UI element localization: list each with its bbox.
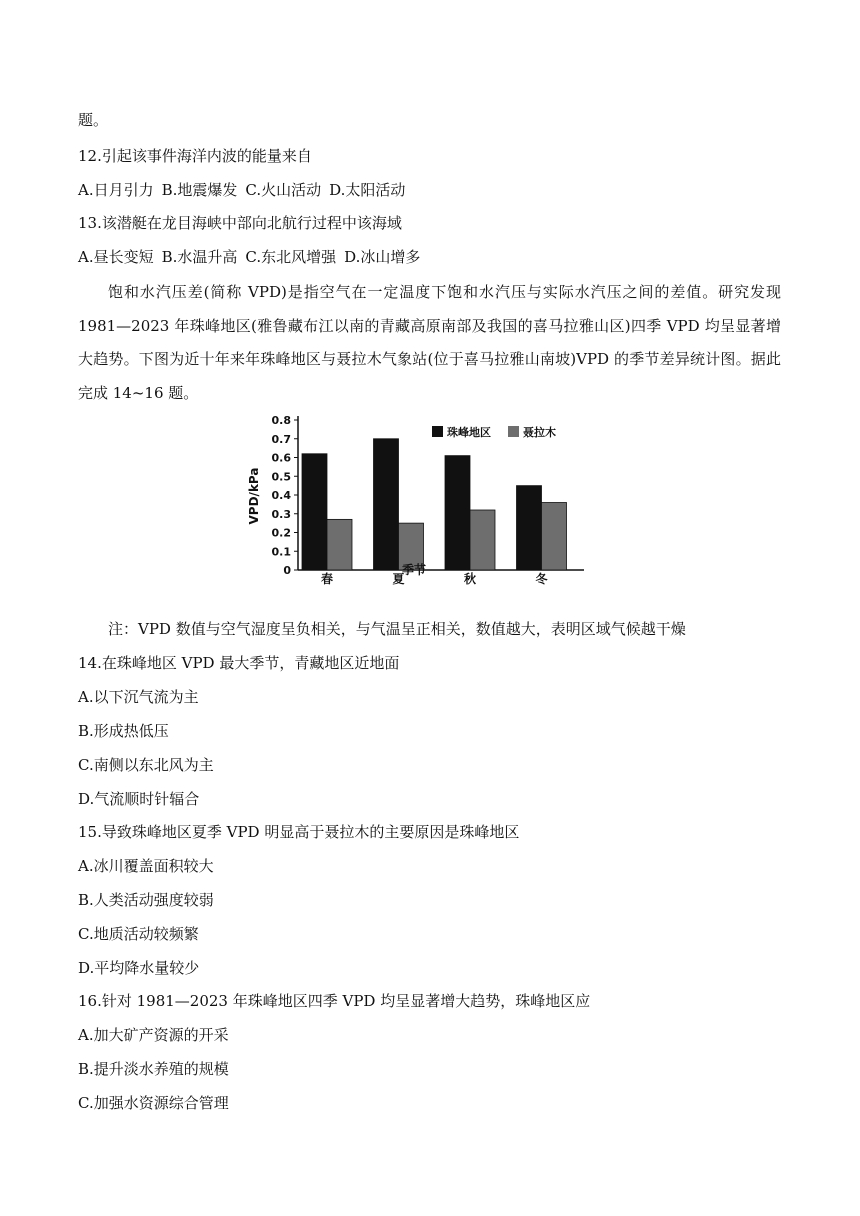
chart-legend <box>432 425 556 439</box>
question-15: 15.导致珠峰地区夏季 VPD 明显高于聂拉木的主要原因是珠峰地区 <box>78 823 520 841</box>
y-tick-labels <box>272 414 292 577</box>
bar-zhufeng <box>302 454 327 570</box>
option-d: D.太阳活动 <box>329 181 406 199</box>
y-tick-label: 0.6 <box>271 451 291 465</box>
question-12-options <box>78 180 413 200</box>
x-tick-labels <box>321 571 549 586</box>
y-tick-label: 0.2 <box>271 526 291 540</box>
question-15-option-c: C.地质活动较频繁 <box>78 925 199 943</box>
y-tick-label: 0.4 <box>271 489 291 502</box>
bar-nielamu <box>542 503 567 571</box>
legend-label: 聂拉木 <box>523 426 556 439</box>
question-16-option-c: C.加强水资源综合管理 <box>78 1094 229 1112</box>
y-axis-label: VPD/kPa <box>247 467 261 525</box>
question-14-option-a: A.以下沉气流为主 <box>78 688 199 706</box>
question-16: 16.针对 1981—2023 年珠峰地区四季 VPD 均呈显著增大趋势，珠峰地区应 <box>78 992 591 1010</box>
y-tick-label: 0 <box>283 564 291 577</box>
legend-swatch <box>508 426 519 437</box>
question-15-option-a: A.冰川覆盖面积较大 <box>78 857 214 875</box>
bar-nielamu <box>470 510 495 570</box>
legend-label: 珠峰地区 <box>447 426 491 439</box>
x-tick-label: 春 <box>320 572 334 586</box>
bar-zhufeng <box>517 486 542 570</box>
vpd-season-bar-chart <box>244 408 600 586</box>
question-13: 13.该潜艇在龙目海峡中部向北航行过程中该海域 <box>78 214 402 232</box>
passage-paragraph: 饱和水汽压差(简称 VPD)是指空气在一定温度下饱和水汽压与实际水汽压之间的差值。研究发现 1981—2023 年珠峰地区(雅鲁藏布江以南的青藏高原南部及我国的喜马拉雅山区)四季 VPD 均呈显著增大趋势。下图为近十年来年珠峰地区与聂拉木气象站(位于喜马拉雅山南坡)VPD 的季节差异统计图。据此完成 14~16 题。 <box>78 283 781 402</box>
y-tick-label: 0.7 <box>271 432 291 446</box>
y-tick-label: 0.5 <box>271 470 291 484</box>
option-b: B.水温升高 <box>161 248 238 266</box>
y-tick-label: 0.8 <box>271 414 291 427</box>
question-16-option-a: A.加大矿产资源的开采 <box>78 1026 229 1044</box>
question-14-option-d: D.气流顺时针辐合 <box>78 790 200 808</box>
option-a: A.昼长变短 <box>78 248 154 266</box>
question-12: 12.引起该事件海洋内波的能量来自 <box>78 147 312 165</box>
x-tick-label: 冬 <box>535 572 548 586</box>
x-tick-label: 夏 <box>392 572 405 586</box>
question-15-option-d: D.平均降水量较少 <box>78 959 200 977</box>
option-a: A.日月引力 <box>78 181 154 199</box>
option-b: B.地震爆发 <box>161 181 238 199</box>
bar-nielamu <box>327 519 352 570</box>
question-14-option-b: B.形成热低压 <box>78 722 169 740</box>
question-16-option-b: B.提升淡水养殖的规模 <box>78 1060 229 1078</box>
question-14: 14.在珠峰地区 VPD 最大季节，青藏地区近地面 <box>78 654 400 672</box>
option-d: D.冰山增多 <box>344 248 421 266</box>
option-c: C.东北风增强 <box>245 248 337 266</box>
question-14-option-c: C.南侧以东北风为主 <box>78 756 214 774</box>
bar-zhufeng <box>445 456 470 570</box>
question-15-option-b: B.人类活动强度较弱 <box>78 891 214 909</box>
y-tick-label: 0.3 <box>271 507 291 521</box>
legend-swatch <box>432 426 443 437</box>
y-tick-label: 0.1 <box>271 545 291 559</box>
bar-zhufeng <box>374 439 399 570</box>
x-axis-label: 季节 <box>401 563 427 577</box>
bars <box>302 439 567 570</box>
chart-note: 注：VPD 数值与空气湿度呈负相关，与气温呈正相关，数值越大，表明区域气候越干燥 <box>108 620 686 638</box>
continued-text: 题。 <box>78 111 109 129</box>
x-tick-label: 秋 <box>463 572 477 586</box>
question-13-options <box>78 247 428 267</box>
option-c: C.火山活动 <box>245 181 322 199</box>
